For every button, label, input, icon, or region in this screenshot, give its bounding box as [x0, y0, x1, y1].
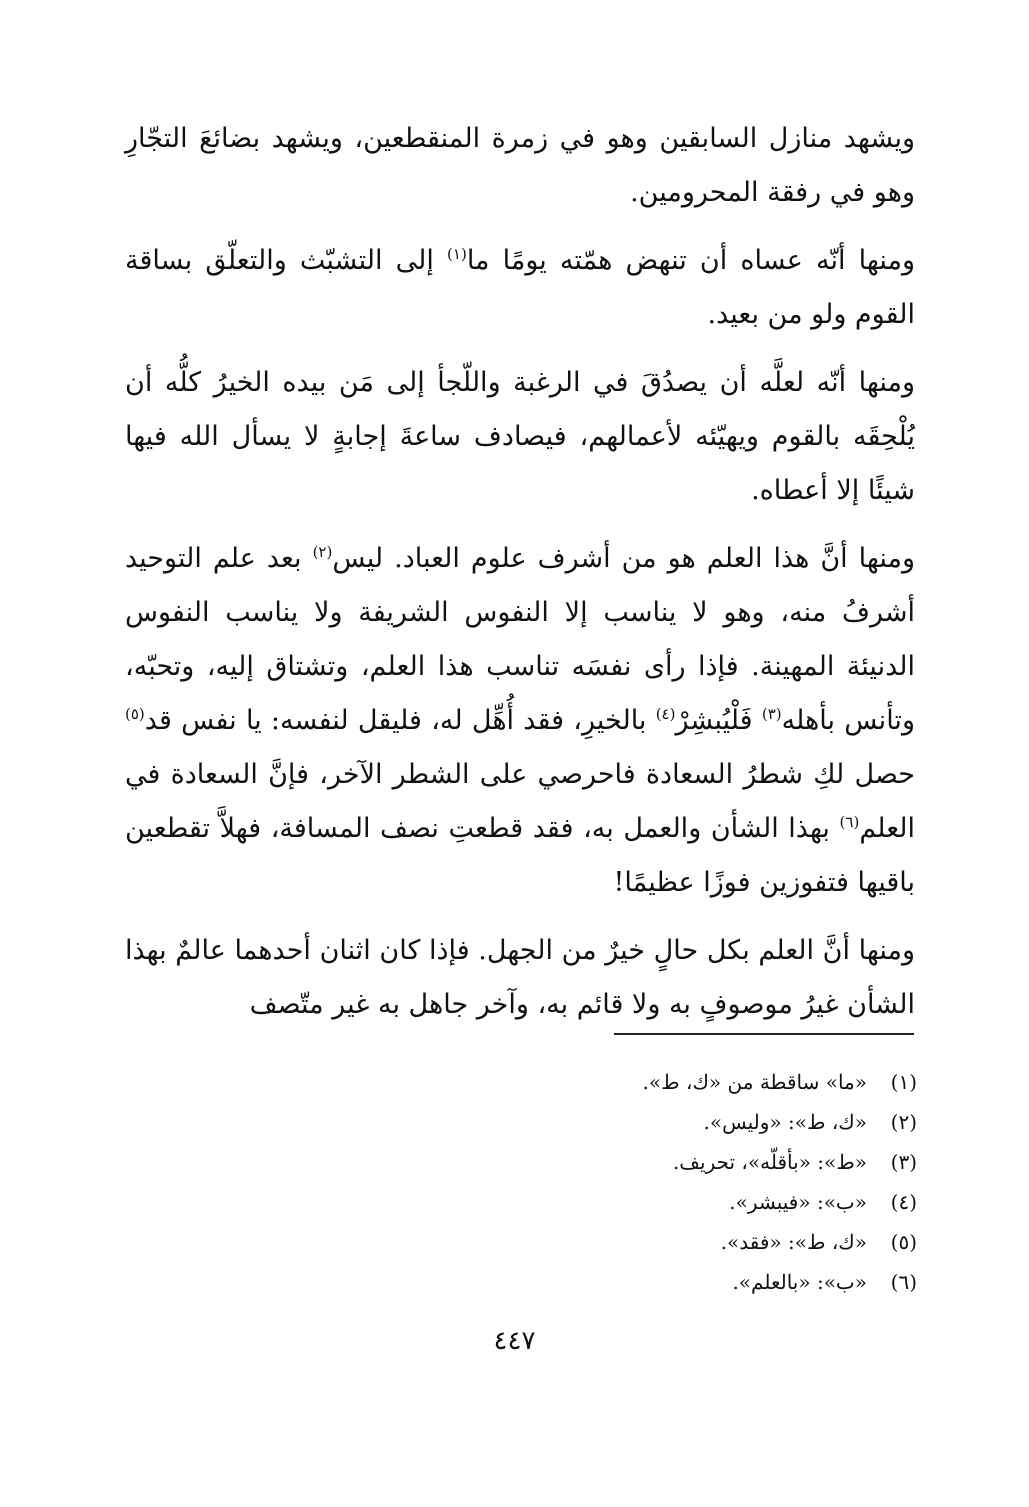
paragraph-2-text-a: ومنها أنّه عساه أن تنهض همّته يومًا ما — [466, 245, 915, 276]
paragraph-4-text-a: ومنها أنَّ هذا العلم هو من أشرف علوم العباد. ليس — [332, 543, 915, 574]
footnote-number: (٣) — [890, 1150, 917, 1174]
footnote-text: «ب»: «بالعلم». — [732, 1270, 867, 1294]
paragraph-5-text: ومنها أنَّ العلم بكل حالٍ خيرٌ من الجهل. فإذا كان اثنان أحدهما عالمٌ بهذا الشأن غيرُ موصوفٍ به ولا قائم به، وآخر جاهل به غير متّصف — [125, 935, 915, 1020]
footnote-item — [397, 1182, 917, 1222]
footnote-item — [397, 1142, 917, 1182]
footnote-text: «ب»: «فيبشر». — [729, 1190, 867, 1214]
paragraph-4-text-d: بالخيرِ، فقد أُهِّل له، فليقل لنفسه: يا نفس قد — [144, 705, 656, 736]
paragraph-1 — [125, 112, 915, 220]
page-number: ٤٤٧ — [493, 1326, 536, 1356]
footnote-number: (٢) — [890, 1110, 917, 1134]
paragraph-2-text-b: إلى التشبّث والتعلّق بساقة القوم ولو من بعيد. — [125, 245, 915, 330]
paragraph-4 — [125, 532, 915, 910]
footnote-number: (١) — [890, 1070, 917, 1094]
footnote-ref-2: (٢) — [312, 543, 333, 561]
footnote-text: «ك، ط»: «فقد». — [720, 1230, 867, 1254]
paragraph-4-text-c: فَلْيُبشِرْ — [675, 705, 762, 736]
footnote-item — [397, 1262, 917, 1302]
paragraph-2 — [125, 234, 915, 342]
paragraph-4-text-f: بهذا الشأن والعمل به، فقد قطعتِ نصف المسافة، فهلاَّ تقطعين باقيها فتفوزين فوزًا عظيمًا! — [125, 813, 915, 898]
footnote-ref-5: (٥) — [125, 705, 145, 723]
paragraph-1-text: ويشهد منازل السابقين وهو في زمرة المنقطعين، ويشهد بضائعَ التجّارِ وهو في رفقة المحرومين. — [125, 123, 915, 208]
paragraph-3 — [125, 356, 915, 518]
footnote-number: (٤) — [890, 1190, 917, 1214]
footnote-text: «ك، ط»: «وليس». — [703, 1110, 867, 1134]
footnote-divider — [614, 1033, 914, 1035]
paragraph-4-text-e: حصل لكِ شطرُ السعادة فاحرصي على الشطر الآخر، فإنَّ السعادة في العلم — [125, 759, 915, 844]
footnote-item — [397, 1222, 917, 1262]
footnote-ref-6: (٦) — [839, 813, 860, 831]
paragraph-3-text: ومنها أنّه لعلَّه أن يصدُقَ في الرغبة واللّجأ إلى مَن بيده الخيرُ كلُّه أن يُلْحِقَه بالقوم ويهيّئه لأعمالهم، فيصادف ساعةَ إجابةٍ لا يسأل الله فيها شيئًا إلا أعطاه. — [125, 367, 915, 506]
footnote-ref-3: (٣) — [761, 705, 782, 723]
footnote-number: (٦) — [890, 1270, 917, 1294]
footnote-item — [397, 1062, 917, 1102]
footnote-ref-1: (١) — [447, 245, 467, 263]
footnote-item — [397, 1102, 917, 1142]
footnote-number: (٥) — [890, 1230, 917, 1254]
footnote-text: «ط»: «بأقلّه»، تحريف. — [672, 1150, 867, 1174]
paragraph-4-text-b: بعد علم التوحيد أشرفُ منه، وهو لا يناسب إلا النفوس الشريفة ولا يناسب النفوس الدنيئة المهينة. فإذا رأى نفسَه تناسب هذا العلم، وتشتاق إليه، وتحبّه، وتأنس بأهله — [125, 543, 915, 736]
footnote-ref-4: (٤) — [655, 705, 676, 723]
paragraph-5 — [125, 924, 915, 1032]
footnotes-list — [397, 1062, 917, 1302]
page-body — [125, 112, 915, 1032]
footnote-text: «ما» ساقطة من «ك، ط». — [642, 1070, 867, 1094]
